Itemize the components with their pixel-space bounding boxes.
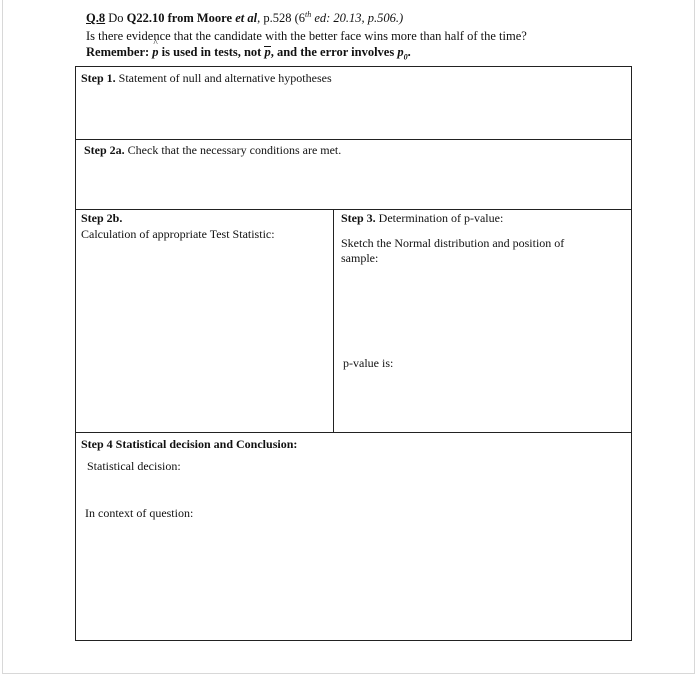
step3-bold: Step 3. — [341, 211, 376, 225]
step3-text: Determination of p-value: — [375, 211, 504, 225]
do-text: Do — [108, 11, 124, 26]
step3-sketch-line2: sample: — [341, 251, 379, 265]
remember-prefix: Remember: — [86, 45, 150, 59]
step2a-label — [84, 143, 341, 158]
p-hat-symbol: ^ p — [152, 45, 158, 60]
question-ref: Q22.10 from Moore — [126, 11, 233, 26]
step3-pvalue: p-value is: — [343, 356, 394, 370]
step4-label — [81, 437, 297, 452]
step3-sketch-line1: Sketch the Normal distribution and position of — [341, 236, 565, 250]
step2a-text: Check that the necessary conditions are met. — [124, 143, 342, 157]
step2b-bold: Step 2b. — [81, 211, 123, 225]
remember-note — [86, 45, 411, 62]
step4-bold: Step 4 Statistical decision and Conclusion: — [81, 437, 298, 451]
question-text: Is there evidence that the candidate with the better face wins more than half of the time? — [86, 29, 527, 43]
p0-end: . — [407, 45, 411, 59]
question-number: Q.8 — [86, 11, 106, 26]
remember-tail: , and the error involves — [270, 45, 398, 59]
page-ref: , p.528 (6 — [257, 11, 305, 26]
edition-sup: th — [304, 10, 312, 19]
step2b-box[interactable] — [75, 209, 334, 433]
step4-context: In context of question: — [85, 506, 194, 520]
step2a-bold: Step 2a. — [84, 143, 125, 157]
p0-subscript: 0 — [403, 52, 408, 62]
step1-text: Statement of null and alternative hypotheses — [115, 71, 332, 85]
et-al: et al — [235, 11, 258, 26]
step3-label — [341, 211, 503, 226]
step1-bold: Step 1. — [81, 71, 116, 85]
p-bar-symbol: p — [264, 45, 271, 59]
p0-symbol: p — [397, 45, 404, 59]
remember-mid: is used in tests, not — [158, 45, 265, 59]
step4-decision: Statistical decision: — [87, 459, 181, 473]
step2b-text: Calculation of appropriate Test Statistic: — [81, 227, 275, 241]
step2b-label-bold — [81, 211, 122, 226]
step1-label — [81, 71, 332, 86]
question-header — [86, 10, 403, 26]
edition-rest: ed: 20.13, p.506.) — [311, 11, 404, 26]
